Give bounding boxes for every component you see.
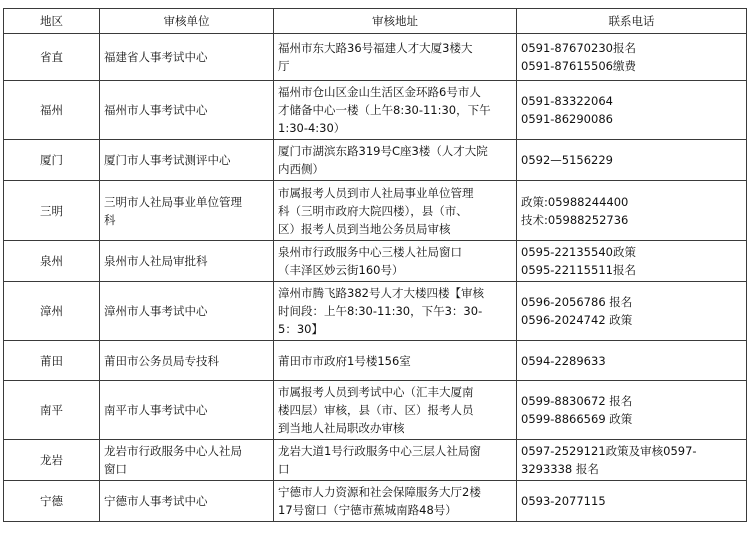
- cell-unit-line: 莆田市公务员局专技科: [104, 353, 219, 368]
- cell-phone-line: 0595-22115511报名: [521, 263, 636, 277]
- cell-phone: [517, 241, 747, 282]
- cell-phone: [517, 81, 747, 140]
- cell-phone: [517, 282, 747, 341]
- cell-unit: [100, 34, 274, 81]
- cell-address: [274, 81, 517, 140]
- cell-region: 泉州: [4, 241, 100, 282]
- table-header: [4, 9, 747, 34]
- cell-address-line: （丰泽区妙云街160号）: [278, 263, 404, 277]
- cell-address-line: 科（三明市政府大院四楼），县（市、: [278, 203, 468, 218]
- cell-address: [274, 34, 517, 81]
- cell-phone-line: 0596-2024742 政策: [521, 313, 633, 327]
- cell-unit: [100, 81, 274, 140]
- cell-address-line: 内西侧）: [278, 162, 324, 176]
- cell-unit-line: 科: [104, 212, 116, 227]
- cell-region: 福州: [4, 81, 100, 140]
- cell-phone: [517, 181, 747, 241]
- cell-phone-line: 0591-87670230报名: [521, 41, 636, 55]
- cell-phone: [517, 481, 747, 522]
- cell-unit-line: 南平市人事考试中心: [104, 403, 208, 417]
- cell-unit: [100, 341, 274, 381]
- table-row: [4, 440, 747, 481]
- cell-address: [274, 381, 517, 440]
- cell-phone-line: 0594-2289633: [521, 353, 606, 368]
- cell-phone-line: 0591-86290086: [521, 112, 613, 126]
- table-body: [4, 34, 747, 522]
- header-phone: 联系电话: [517, 9, 747, 34]
- cell-unit-line: 窗口: [104, 462, 127, 476]
- cell-address-line: 宁德市人力资源和社会保障服务大厅2楼: [278, 485, 481, 499]
- cell-address: [274, 241, 517, 282]
- cell-unit: [100, 241, 274, 282]
- cell-unit-line: 宁德市人事考试中心: [104, 494, 208, 508]
- cell-address-line: 漳州市腾飞路382号人才大楼四楼【审核: [278, 286, 484, 300]
- cell-unit: [100, 481, 274, 522]
- cell-region: 宁德: [4, 481, 100, 522]
- cell-region: 莆田: [4, 341, 100, 381]
- cell-address-line: 市属报考人员到市人社局事业单位管理: [278, 185, 474, 200]
- cell-phone-line: 0599-8866569 政策: [521, 412, 633, 426]
- cell-region: 厦门: [4, 140, 100, 181]
- cell-unit-line: 厦门市人事考试测评中心: [104, 153, 231, 167]
- cell-unit: [100, 440, 274, 481]
- cell-phone-line: 0599-8830672 报名: [521, 394, 633, 408]
- cell-phone: [517, 140, 747, 181]
- cell-address-line: 才储备中心一楼（上午8:30-11:30，下午: [278, 103, 491, 117]
- cell-address-line: 泉州市行政服务中心三楼人社局窗口: [278, 245, 462, 259]
- header-row: [4, 9, 747, 34]
- cell-phone: [517, 34, 747, 81]
- cell-phone-line: 政策:05988244400: [521, 194, 629, 209]
- cell-address: [274, 181, 517, 241]
- cell-region: 省直: [4, 34, 100, 81]
- header-region: 地区: [4, 9, 100, 34]
- cell-address-line: 5：30】: [278, 322, 323, 336]
- cell-phone-line: 0597-2529121政策及审核0597-: [521, 444, 697, 458]
- cell-region: 龙岩: [4, 440, 100, 481]
- cell-address-line: 厅: [278, 59, 290, 73]
- table-row: [4, 481, 747, 522]
- table-row: [4, 34, 747, 81]
- review-units-table: [3, 8, 747, 522]
- cell-address-line: 1:30-4:30）: [278, 121, 346, 135]
- table-row: [4, 241, 747, 282]
- cell-address: [274, 481, 517, 522]
- cell-phone: [517, 381, 747, 440]
- table-row: [4, 341, 747, 381]
- table-row: [4, 381, 747, 440]
- cell-phone: [517, 440, 747, 481]
- cell-address-line: 到当地人社局职改办审核: [278, 421, 405, 435]
- cell-address-line: 龙岩大道1号行政服务中心三层人社局窗: [278, 444, 481, 458]
- header-unit: 审核单位: [100, 9, 274, 34]
- cell-address-line: 市属报考人员到考试中心（汇丰大厦南: [278, 385, 474, 399]
- cell-phone-line: 0593-2077115: [521, 494, 606, 508]
- table-row: [4, 181, 747, 241]
- cell-address-line: 时间段：上午8:30-11:30，下午3：30-: [278, 304, 483, 318]
- cell-address-line: 楼四层）审核，县（市、区）报考人员: [278, 403, 474, 417]
- cell-unit-line: 福建省人事考试中心: [104, 50, 208, 64]
- cell-unit-line: 漳州市人事考试中心: [104, 304, 208, 318]
- cell-unit: [100, 381, 274, 440]
- cell-address: [274, 341, 517, 381]
- cell-unit-line: 三明市人社局事业单位管理: [104, 194, 242, 209]
- cell-address-line: 福州市仓山区金山生活区金环路6号市人: [278, 85, 481, 99]
- cell-phone-line: 0592—5156229: [521, 153, 613, 167]
- cell-address: [274, 140, 517, 181]
- table-row: [4, 282, 747, 341]
- cell-phone-line: 技术:05988252736: [521, 212, 629, 227]
- cell-unit: [100, 282, 274, 341]
- cell-phone-line: 0591-83322064: [521, 94, 613, 108]
- cell-address: [274, 282, 517, 341]
- cell-unit: [100, 140, 274, 181]
- cell-address-line: 莆田市市政府1号楼156室: [278, 353, 411, 368]
- cell-address: [274, 440, 517, 481]
- review-units-table-container: [3, 8, 747, 522]
- table-row: [4, 81, 747, 140]
- table-row: [4, 140, 747, 181]
- cell-phone-line: 0595-22135540政策: [521, 245, 636, 259]
- cell-address-line: 福州市东大路36号福建人才大厦3楼大: [278, 41, 473, 55]
- cell-phone-line: 3293338 报名: [521, 462, 599, 476]
- cell-unit-line: 泉州市人社局审批科: [104, 254, 208, 268]
- cell-address-line: 厦门市湖滨东路319号C座3楼（人才大院: [278, 144, 488, 158]
- header-address: 审核地址: [274, 9, 517, 34]
- cell-unit-line: 龙岩市行政服务中心人社局: [104, 444, 242, 458]
- cell-region: 三明: [4, 181, 100, 241]
- cell-phone-line: 0596-2056786 报名: [521, 295, 633, 309]
- cell-phone: [517, 341, 747, 381]
- cell-phone-line: 0591-87615506缴费: [521, 59, 636, 73]
- cell-address-line: 区）报考人员到当地公务员局审核: [278, 221, 451, 236]
- cell-region: 南平: [4, 381, 100, 440]
- cell-address-line: 口: [278, 462, 290, 476]
- cell-region: 漳州: [4, 282, 100, 341]
- cell-address-line: 17号窗口（宁德市蕉城南路48号）: [278, 503, 457, 517]
- cell-unit: [100, 181, 274, 241]
- cell-unit-line: 福州市人事考试中心: [104, 103, 208, 117]
